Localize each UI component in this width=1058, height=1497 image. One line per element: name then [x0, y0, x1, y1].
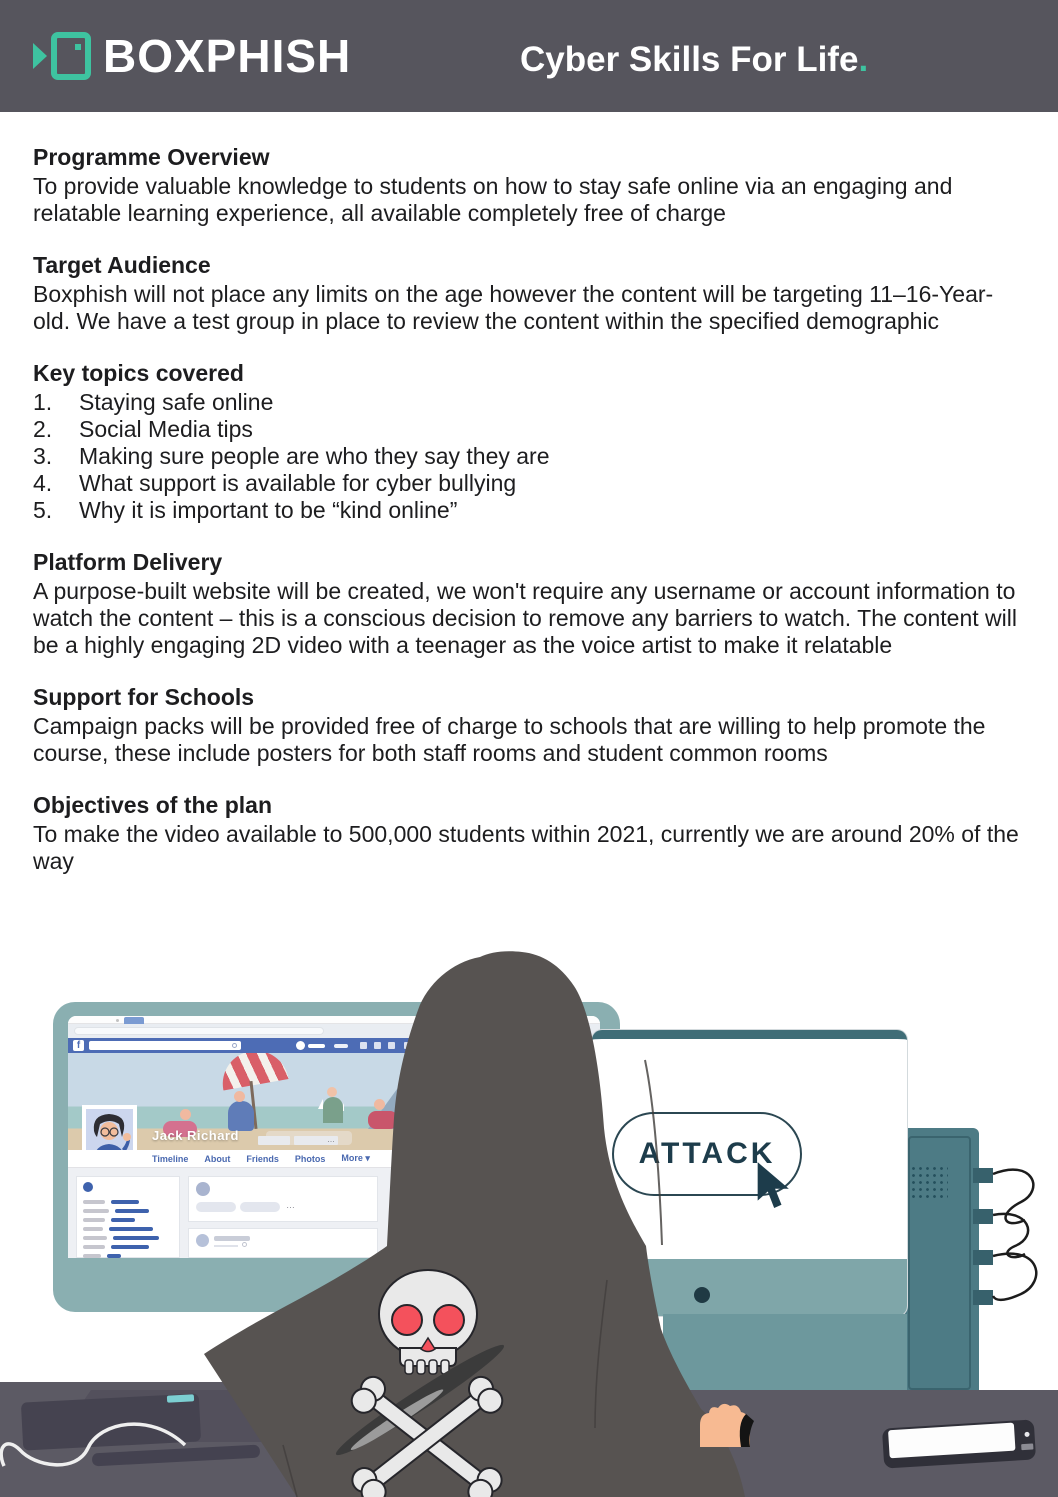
section-body: Boxphish will not place any limits on the age however the content will be targeting 11–16-Year-old. We have a test group in place to review the content within the specified demographic: [33, 281, 994, 334]
browser-close-icon: [116, 1019, 119, 1022]
placeholder-bar: [111, 1245, 149, 1249]
tab-timeline: Timeline: [152, 1153, 189, 1164]
section-heading: Key topics covered: [33, 360, 244, 386]
section-body: Campaign packs will be provided free of charge to schools that are willing to help promote the course, these include posters for both staff rooms and student common rooms: [33, 713, 986, 766]
globe-icon: [83, 1182, 93, 1192]
cover-more-button: …: [294, 1136, 338, 1145]
section-body: To provide valuable knowledge to students on how to stay safe online via an engaging and relatable learning experience, all available completely free of charge: [33, 173, 953, 226]
placeholder-bar: [113, 1236, 159, 1240]
tab-about: About: [204, 1153, 231, 1164]
list-item: 4. What support is available for cyber bullying: [33, 470, 517, 496]
tagline-period: .: [858, 40, 869, 79]
section-platform-delivery: [33, 549, 1017, 659]
smartphone-screen: [888, 1423, 1015, 1459]
section-programme-overview: [33, 145, 998, 227]
tab-friends: Friends: [246, 1153, 279, 1164]
placeholder-bar: [83, 1245, 105, 1249]
profile-name: Jack Richard: [152, 1128, 239, 1143]
more-dots: …: [286, 1200, 295, 1210]
cable-port: [973, 1168, 993, 1183]
list-item: 1. Staying safe online: [33, 389, 274, 415]
placeholder-bar: [83, 1209, 109, 1213]
section-body: To make the video available to 500,000 students within 2021, currently we are around 20% of the way: [33, 821, 1019, 874]
section-heading: Support for Schools: [33, 684, 255, 710]
attack-button-label: ATTACK: [638, 1137, 776, 1170]
header-banner: [0, 0, 1058, 112]
keyboard-cable: [0, 1400, 190, 1490]
hoodie-silhouette: [204, 951, 745, 1497]
smartphone-speaker: [1021, 1443, 1033, 1450]
hacker-hand: [697, 1401, 757, 1447]
section-heading: Programme Overview: [33, 144, 270, 170]
placeholder-bar: [111, 1200, 139, 1204]
list-item: 5. Why it is important to be “kind online”: [33, 497, 458, 523]
section-body: A purpose-built website will be created, we won't require any username or account information to watch the content – this is a conscious decision to remove any barriers to watch. The content will be a highly engaging 2D video with a teenager as the voice artist to make it relatable: [33, 578, 1017, 658]
placeholder-bar: [111, 1218, 135, 1222]
list-item: 3. Making sure people are who they say they are: [33, 443, 550, 469]
placeholder-bar: [83, 1236, 107, 1240]
section-objectives: [33, 792, 1019, 875]
header-tagline: Cyber Skills For Life.: [520, 40, 869, 79]
hacker-figure: [190, 948, 760, 1497]
brand-logo: [33, 30, 351, 82]
placeholder-bar: [107, 1254, 121, 1258]
cable-port: [973, 1209, 993, 1224]
placeholder-bar: [115, 1209, 149, 1213]
document-body: [0, 112, 1028, 875]
cable-port: [973, 1250, 993, 1265]
browser-tab: [124, 1017, 144, 1024]
section-heading: Objectives of the plan: [33, 792, 272, 818]
section-support-for-schools: [33, 685, 998, 767]
cables: [991, 1158, 1049, 1313]
section-heading: Platform Delivery: [33, 549, 223, 575]
section-target-audience: [33, 253, 998, 335]
tab-more: More ▾: [341, 1153, 370, 1163]
brand-name: BOXPHISH: [103, 30, 352, 82]
tab-photos: Photos: [294, 1153, 326, 1164]
placeholder-bar: [83, 1254, 101, 1258]
cable-port: [973, 1290, 993, 1305]
facebook-logo-icon: f: [73, 1040, 84, 1051]
hoodie-fold-line: [645, 1060, 662, 1245]
placeholder-bar: [83, 1200, 105, 1204]
placeholder-bar: [109, 1227, 153, 1231]
list-item: 2. Social Media tips: [33, 416, 253, 442]
vent-grid: [910, 1165, 948, 1198]
placeholder-bar: [83, 1218, 105, 1222]
key-topics-list: [33, 389, 998, 524]
section-key-topics: [33, 361, 998, 524]
boxphish-logo-icon: [33, 32, 91, 80]
smartphone-camera-dot: [1024, 1432, 1029, 1437]
placeholder-bar: [83, 1227, 103, 1231]
section-heading: Target Audience: [33, 252, 211, 278]
cursor-icon: [754, 1160, 798, 1212]
